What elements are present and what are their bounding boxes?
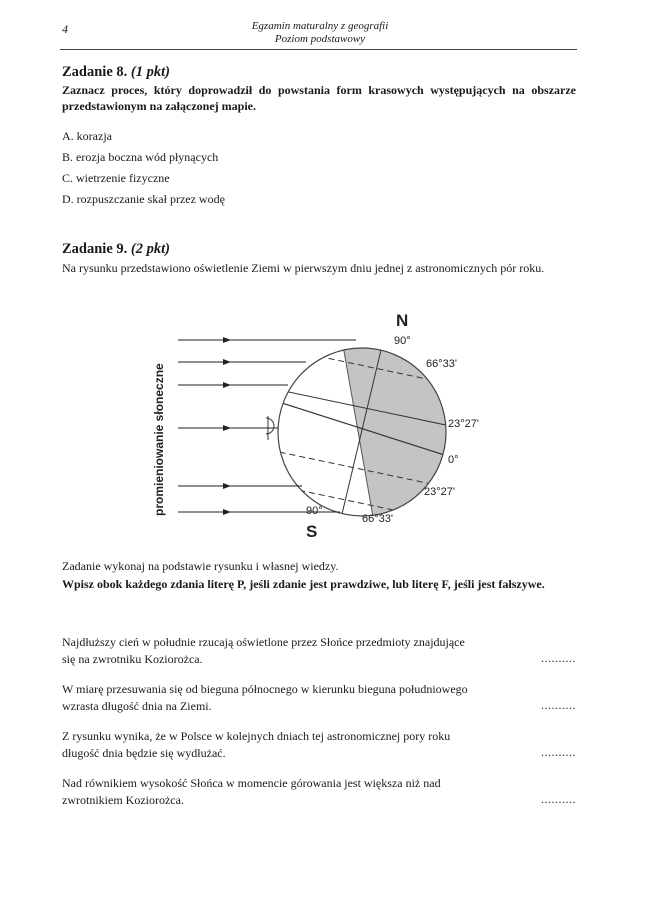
task9-intro: Na rysunku przedstawiono oświetlenie Ziemi w pierwszym dniu jednej z astronomicznych pór roku. (62, 261, 545, 275)
task9-title: Zadanie 9. (62, 241, 128, 257)
statement-2-line1: W miarę przesuwania się od bieguna północnego w kierunku bieguna południowego (62, 682, 468, 696)
statement-4-line1: Nad równikiem wysokość Słońca w momencie górowania jest większa niż nad (62, 776, 441, 790)
exam-level: Poziom podstawowy (274, 33, 366, 45)
sun-rays (178, 340, 356, 512)
label-arctic-circle: 66°33' (426, 358, 457, 370)
label-equator: 0° (448, 454, 459, 466)
statement-1-line2: się na zwrotniku Koziorożca. (62, 652, 203, 666)
task8-option-d[interactable]: D. rozpuszczanie skał przez wodę (62, 192, 225, 206)
statement-3-answer[interactable]: .......... (541, 745, 576, 759)
earth-illumination-diagram (150, 304, 510, 541)
task8-option-a[interactable]: A. korazja (62, 129, 112, 143)
label-tropic-south: 23°27' (424, 486, 455, 498)
task9-note: Zadanie wykonaj na podstawie rysunku i własnej wiedzy. (62, 559, 339, 573)
rays-label: promieniowanie słoneczne (152, 363, 166, 516)
south-label: S (306, 522, 318, 541)
zenith-angle-marker (266, 418, 274, 434)
statement-2 (62, 681, 542, 715)
statement-1-line1: Najdłuższy cień w południe rzucają oświetlone przez Słońce przedmioty znajdujące (62, 635, 465, 649)
task9-points: (2 pkt) (130, 241, 170, 257)
task8-title: Zadanie 8. (62, 64, 128, 80)
task8-option-c[interactable]: C. wietrzenie fizyczne (62, 171, 170, 185)
north-label: N (396, 311, 409, 330)
statement-3-line2: długość dnia będzie się wydłużać. (62, 746, 226, 760)
task9-heading (62, 241, 170, 258)
task9-instruction: Wpisz obok każdego zdania literę P, jeśli zdanie jest prawdziwe, lub literę F, jeśli jest fałszywe. (62, 577, 545, 591)
statement-3-line1: Z rysunku wynika, że w Polsce w kolejnych dniach tej astronomicznej pory roku (62, 729, 451, 743)
statement-1 (62, 634, 542, 668)
label-90-south: 90° (306, 505, 323, 517)
label-90-north: 90° (394, 335, 411, 347)
exam-title: Egzamin maturalny z geografii (251, 20, 389, 32)
page-number: 4 (62, 22, 68, 36)
statement-1-answer[interactable]: .......... (541, 651, 576, 665)
task8-points: (1 pkt) (130, 64, 170, 80)
label-tropic-north: 23°27' (448, 418, 479, 430)
header-divider (60, 49, 577, 50)
statement-3 (62, 728, 542, 762)
label-antarctic-circle: 66°33' (362, 513, 393, 525)
statement-2-line2: wzrasta długość dnia na Ziemi. (62, 699, 212, 713)
statement-2-answer[interactable]: .......... (541, 698, 576, 712)
statement-4 (62, 775, 542, 809)
exam-header (240, 20, 400, 46)
task8-option-b[interactable]: B. erozja boczna wód płynących (62, 150, 219, 164)
statement-4-line2: zwrotnikiem Koziorożca. (62, 793, 184, 807)
statement-4-answer[interactable]: .......... (541, 792, 576, 806)
task8-instruction: Zaznacz proces, który doprowadził do powstania form krasowych występujących na obszarze przedstawionym na załączonej mapie. (62, 83, 576, 113)
task8-heading (62, 64, 170, 81)
